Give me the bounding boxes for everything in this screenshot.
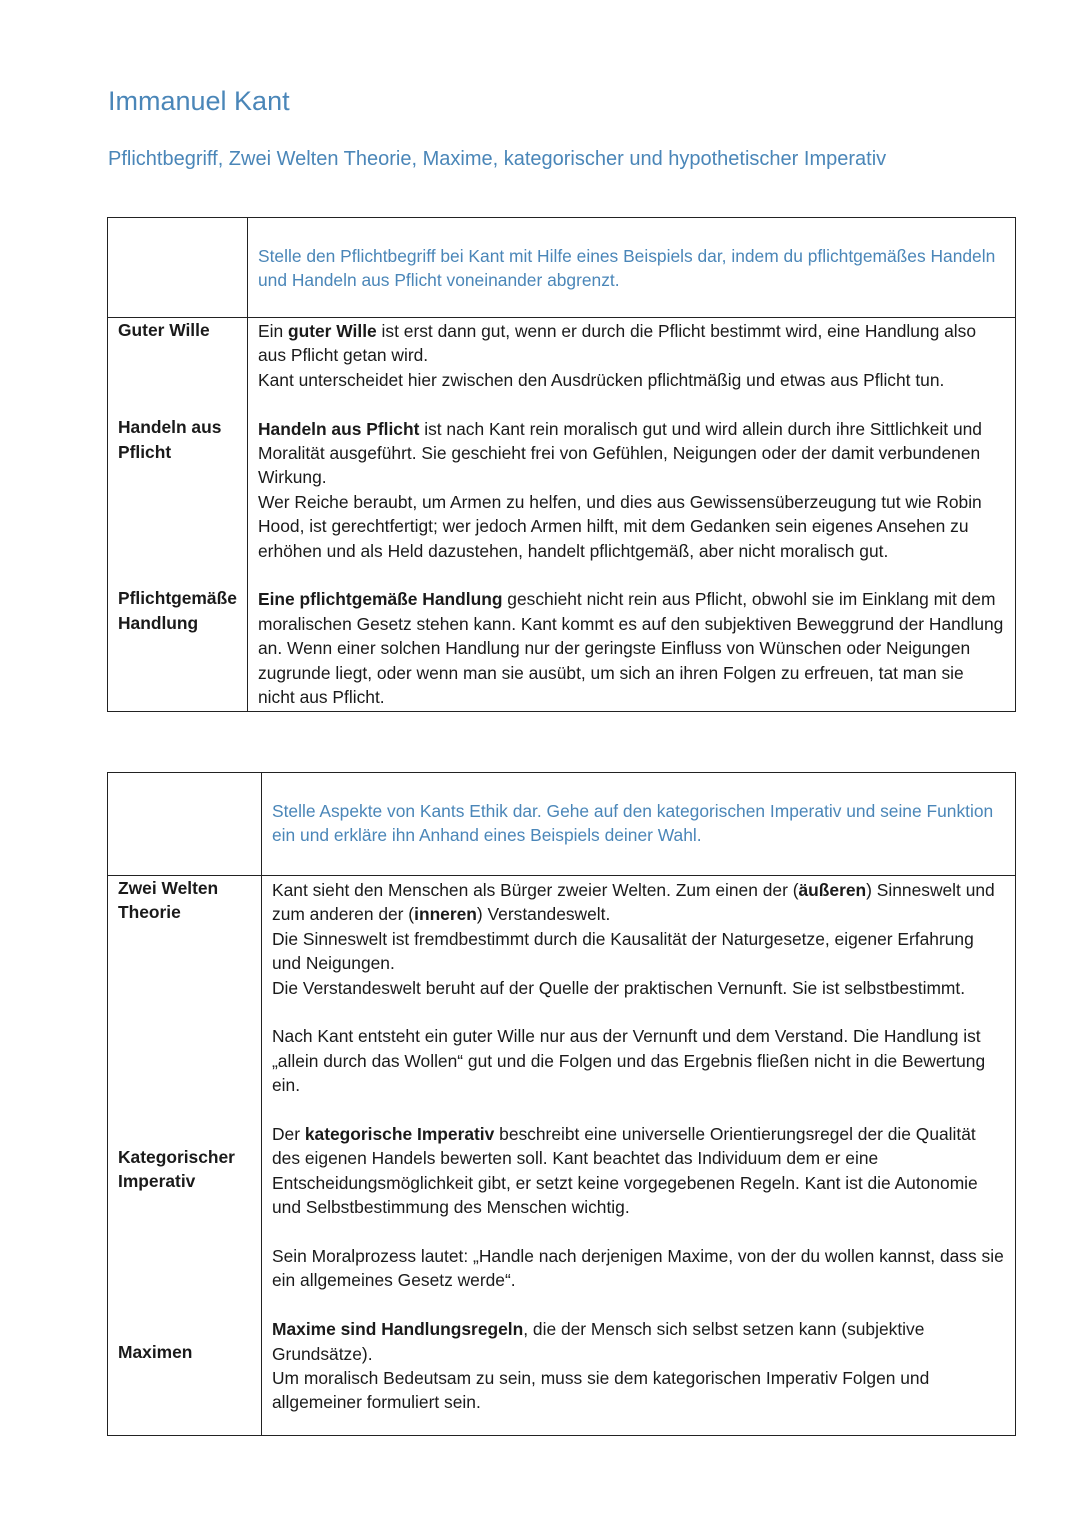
label-pflichtgemaesse-handlung: Pflichtgemäße Handlung — [118, 588, 237, 633]
paragraph-pflichtgemaesse-handlung — [258, 587, 1005, 709]
text: , die der Mensch sich selbst setzen kann (subjektive Grundsätze). — [272, 1319, 925, 1364]
text: ist erst dann gut, wenn er durch die Pflicht bestimmt wird, eine Handlung also aus Pflicht getan wird. — [258, 321, 977, 366]
text: ) Sinneswelt und zum anderen der ( — [272, 880, 995, 925]
page-title: Immanuel Kant — [108, 86, 290, 116]
label-zwei-welten-theorie: Zwei Welten Theorie — [118, 878, 219, 923]
bold-term: Handeln aus Pflicht — [258, 418, 420, 439]
bold-term: Eine pflichtgemäße Handlung — [258, 589, 503, 610]
text: Um moralisch Bedeutsam zu sein, muss sie dem kategorischen Imperativ Folgen und allgemeiner formuliert sein. — [272, 1368, 930, 1413]
page-subtitle: Pflichtbegriff, Zwei Welten Theorie, Maxime, kategorischer und hypothetischer Imperativ — [108, 148, 887, 170]
content-column — [248, 318, 1016, 712]
paragraph-handeln-aus-pflicht — [258, 417, 1005, 563]
content-row — [108, 318, 1016, 712]
text: geschieht nicht rein aus Pflicht, obwohl sie im Einklang mit dem moralischen Gesetz stehen kann. Kant kommt es auf den subjektiven Beweggrund der Handlung an. Wenn einer solchen Handlung nur der geringste Einfluss von Wünschen oder Neigungen zugrunde liegt, oder wenn man sie ausübt, um sich an ihren Folgen zu erfreuen, tat man sie nicht aus Pflicht. — [258, 589, 1004, 708]
paragraph-guter-wille-vernunft: Nach Kant entsteht ein guter Wille nur aus der Vernunft und dem Verstand. Die Handlung ist „allein durch das Wollen“ gut und die Folgen und das Ergebnis fließen nicht in die Bewertung ein. — [272, 1026, 986, 1096]
text: Kant sieht den Menschen als Bürger zweier Welten. Zum einen der ( — [272, 880, 799, 900]
bold-term: Maxime sind Handlungsregeln — [272, 1319, 524, 1340]
bold-term: guter Wille — [287, 321, 377, 341]
duty-table — [107, 217, 1016, 712]
label-maximen: Maximen — [118, 1341, 193, 1362]
text: Kant unterscheidet hier zwischen den Ausdrücken pflichtmäßig und etwas aus Pflicht tun. — [258, 369, 945, 390]
content-row — [108, 876, 1016, 1436]
label-column — [108, 318, 248, 712]
paragraph-zwei-welten — [272, 878, 1005, 1000]
text: ) Verstandeswelt. — [476, 904, 611, 925]
empty-cell — [108, 773, 262, 876]
text: Die Sinneswelt ist fremdbestimmt durch die Kausalität der Naturgesetze, eigener Erfahrung und Neigungen. — [272, 928, 974, 974]
text: Die Verstandeswelt beruht auf der Quelle der praktischen Vernunft. Sie ist selbstbestimmt. — [272, 977, 966, 998]
bold-term: inneren — [414, 904, 477, 925]
text: Wer Reiche beraubt, um Armen zu helfen, und dies aus Gewissensüberzeugung tut wie Robin Hood, ist gerechtfertigt; wer jedoch Armen hilft, mit dem Gedanken sein eigenes Ansehen zu erhöhen und als Held dazustehen, handelt pflichtgemäß, aber nicht moralisch gut. — [258, 491, 982, 561]
content-column — [262, 876, 1016, 1436]
paragraph-guter-wille — [258, 319, 1005, 392]
bold-term: äußeren — [798, 880, 867, 900]
label-column — [108, 876, 262, 1436]
bold-term: kategorische Imperativ — [304, 1124, 495, 1145]
task-prompt: Stelle Aspekte von Kants Ethik dar. Gehe auf den kategorischen Imperativ und seine Funktion ein und erkläre ihn Anhand eines Beispiels deiner Wahl. — [262, 773, 1016, 876]
text: Der — [272, 1124, 305, 1145]
text: ist nach Kant rein moralisch gut und wird allein durch ihre Sittlichkeit und Moralität ausgeführt. Sie geschieht frei von Gefühlen, Neigungen oder der damit verbundenen Wirkung. — [258, 418, 982, 488]
text: beschreibt eine universelle Orientierungsregel der die Qualität des eigenen Handels bewerten soll. Kant beachtet das Individuum dem er eine Entscheidungsmöglichkeit gibt, er setzt keine vorgegebenen Regeln. Kant ist die Autonomie und Selbstbestimmung des Menschen wichtig. — [272, 1124, 978, 1218]
paragraph-maximen — [272, 1317, 1005, 1415]
label-handeln-aus-pflicht: Handeln aus Pflicht — [118, 417, 222, 462]
ethics-table — [107, 772, 1016, 1436]
task-row — [108, 773, 1016, 876]
task-row — [108, 218, 1016, 318]
empty-cell — [108, 218, 248, 318]
label-kategorischer-imperativ: Kategorischer Imperativ — [118, 1146, 235, 1192]
paragraph-kategorischer-imperativ — [272, 1122, 1005, 1220]
text: Ein — [258, 321, 288, 341]
paragraph-moralprozess: Sein Moralprozess lautet: „Handle nach derjenigen Maxime, von der du wollen kannst, dass sie ein allgemeines Gesetz werde“. — [272, 1246, 1004, 1291]
label-guter-wille: Guter Wille — [118, 320, 210, 340]
task-prompt: Stelle den Pflichtbegriff bei Kant mit Hilfe eines Beispiels dar, indem du pflichtgemäßes Handeln und Handeln aus Pflicht voneinander abgrenzt. — [248, 218, 1016, 318]
